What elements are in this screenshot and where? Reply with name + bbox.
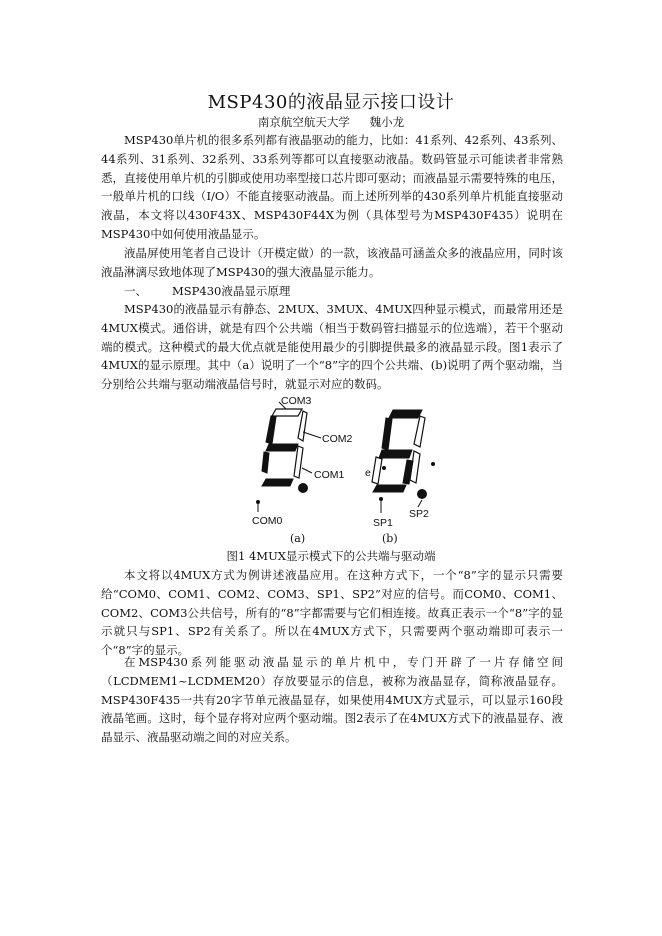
- author-name: 魏小龙: [369, 115, 405, 129]
- label-com2: COM2: [322, 433, 353, 445]
- byline: [0, 114, 662, 130]
- com2-lead: [303, 432, 321, 438]
- com1-lead: [302, 468, 312, 473]
- segment-b-upper-right: [414, 416, 425, 447]
- figure-sublabel-a: (a): [290, 532, 306, 545]
- segment-a-upper-left: [266, 416, 276, 444]
- segment-b-lower-left: [372, 457, 382, 484]
- dot-c: [382, 466, 386, 470]
- segment-b-bottom: [373, 485, 406, 492]
- paper-title: MSP430的液晶显示接口设计: [207, 92, 455, 113]
- label-sp1: SP1: [373, 517, 393, 529]
- label-com0: COM0: [252, 515, 283, 527]
- section-title: MSP430液晶显示原理: [172, 284, 291, 298]
- seven-segment-diagram: [236, 388, 446, 548]
- section-number: 一、: [124, 284, 147, 298]
- sp2-lead: [418, 500, 422, 507]
- affiliation: 南京航空航天大学: [257, 115, 350, 129]
- figure-sublabel-b: (b): [382, 532, 398, 545]
- segment-a-middle: [266, 444, 298, 451]
- decimal-point-a: [298, 483, 308, 493]
- label-com1: COM1: [314, 469, 345, 481]
- sp1-dot: [379, 497, 383, 501]
- segment-a-upper-right: [298, 411, 307, 441]
- figure-1: [236, 388, 446, 548]
- dot-g: [431, 462, 435, 466]
- com0-dot: [256, 500, 260, 504]
- segment-a-top: [272, 409, 302, 416]
- 4mux-paragraph: 本文将以4MUX方式为例讲述液晶应用。在这种方式下，一个“8”字的显示只需要给“COM0、COM1、COM2、COM3、SP1、SP2”对应的信号。而COM0、COM1、COM2、COM3公共信号，所有的“8”字都需要与它们相连接。故真正表示一个“8”字的显示就只与SP1、SP2有关系了。所以在4MUX方式下，只需要两个驱动端即可表示一个“8”字的显示。: [101, 568, 563, 658]
- label-com3: COM3: [281, 395, 312, 407]
- segment-b-top: [389, 410, 422, 418]
- segment-b-middle: [379, 450, 412, 458]
- segment-a-bottom: [262, 479, 293, 486]
- segment-a-lower-left: [262, 452, 269, 473]
- intro-paragraph: MSP430单片机的很多系列都有液晶驱动的能力，比如：41系列、42系列、43系列、44系列、31系列、32系列、33系列等都可以直接驱动液晶。数码管显示可能读者非常熟悉，直接使用单片机的引脚或使用功率型接口芯片即可驱动；而液晶显示需要特殊的电压，一般单片机的口线（I/O）不能直接驱动液晶。而上述所列举的430系列单片机能直接驱动液晶，本文将以430F43X、MSP430F44X为例（具体型号为MSP430F435）说明在MSP430中如何使用液晶显示。: [101, 133, 563, 241]
- lcdmem-paragraph: 在MSP430系列能驱动液晶显示的单片机中，专门开辟了一片存储空间（LCDMEM1~LCDMEM20）存放要显示的信息，被称为液晶显存，简称液晶显存。MSP430F435一共有20字节单元液晶显存，如果使用4MUX方式显示，可以显示160段液晶笔画。这时，每个显存将对应两个驱动端。图2表示了在4MUX方式下的液晶显存、液晶显示、液晶驱动端之间的对应关系。: [101, 655, 563, 745]
- label-e: e: [365, 467, 371, 479]
- decimal-point-b: [417, 489, 427, 499]
- segment-b-upper-left: [382, 418, 392, 450]
- label-sp2: SP2: [409, 508, 429, 520]
- digit-a-filled: [262, 416, 298, 486]
- figure-caption: 图1 4MUX显示模式下的公共端与驱动端: [226, 549, 436, 563]
- section-heading: [124, 282, 290, 300]
- lcd-paragraph: 液晶屏使用笔者自己设计（开模定做）的一款，该液晶可涵盖众多的液晶应用，同时该液晶淋漓尽致地体现了MSP430的强大液晶显示能力。: [101, 246, 563, 279]
- principle-paragraph: MSP430的液晶显示有静态、2MUX、3MUX、4MUX四种显示模式，而最常用还是4MUX模式。通俗讲，就是有四个公共端（相当于数码管扫描显示的位选端），若干个驱动端的模式。这种模式的最大优点就是能使用最少的引脚提供最多的液晶显示段。图1表示了4MUX的显示原理。其中（a）说明了一个“8”字的四个公共端、(b)说明了两个驱动端，当分别给公共端与驱动端液晶信号时，就显示对应的数码。: [101, 302, 563, 392]
